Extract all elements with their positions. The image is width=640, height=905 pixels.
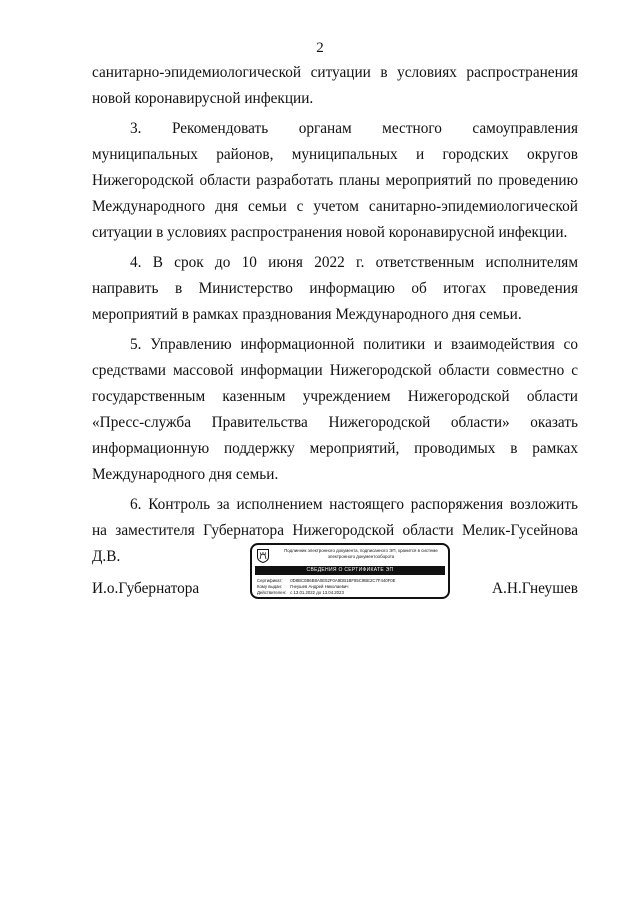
- validity-row: [257, 590, 444, 596]
- certificate-details: [257, 578, 444, 595]
- validity-value: с 13.01.2022 до 13.04.2023: [290, 589, 344, 595]
- paragraph-item-6: 6. Контроль за исполнением настоящего распоряжения возложить на заместителя Губернатора Нижегородской области Мелик-Гусейнова Д.В.: [92, 496, 578, 565]
- certificate-value: 0D8BC0B6B8A0E52F0A9DB1BF85C9BE2C7F440F0E: [290, 578, 396, 583]
- issued-to-label: Кому выдан:: [257, 583, 283, 589]
- paragraph-item-4: 4. В срок до 10 июня 2022 г. ответственным исполнителям направить в Министерство информацию об итогах проведения мероприятий в рамках празднования Международного дня семьи.: [92, 254, 578, 323]
- signatory-position: И.о.Губернатора: [92, 580, 200, 597]
- coat-of-arms-icon: [257, 549, 269, 563]
- page-number: 2: [316, 40, 324, 56]
- stamp-notice: Подлинник электронного документа, подписанного ЭП, хранится в системе электронного документооборота: [284, 548, 438, 559]
- stamp-header: СВЕДЕНИЯ О СЕРТИФИКАТЕ ЭП: [255, 566, 445, 575]
- electronic-signature-stamp: [250, 543, 450, 599]
- validity-label: Действителен:: [257, 589, 287, 595]
- paragraph-item-5: 5. Управлению информационной политики и взаимодействия со средствами массовой информации Нижегородской области совместно с государственным казенным учреждением Нижегородской области «Пресс-служба Правительства Нижегородской области» оказать информационную поддержку мероприятий, проводимых в рамках Международного дня семьи.: [92, 336, 578, 483]
- issued-to-value: Гнеушев Андрей Николаевич: [290, 583, 349, 589]
- document-body: [92, 60, 578, 570]
- signatory-name: А.Н.Гнеушев: [491, 580, 578, 597]
- paragraph-item-3: 3. Рекомендовать органам местного самоуправления муниципальных районов, муниципальных и городских округов Нижегородской области разработать планы мероприятий по проведению Международного дня семьи с учетом санитарно-эпидемиологической ситуации в условиях распространения новой коронавирусной инфекции.: [92, 120, 578, 241]
- paragraph-continuation: санитарно-эпидемиологической ситуации в условиях распространения новой коронавирусной инфекции.: [92, 64, 578, 107]
- certificate-label: Сертификат:: [257, 578, 283, 583]
